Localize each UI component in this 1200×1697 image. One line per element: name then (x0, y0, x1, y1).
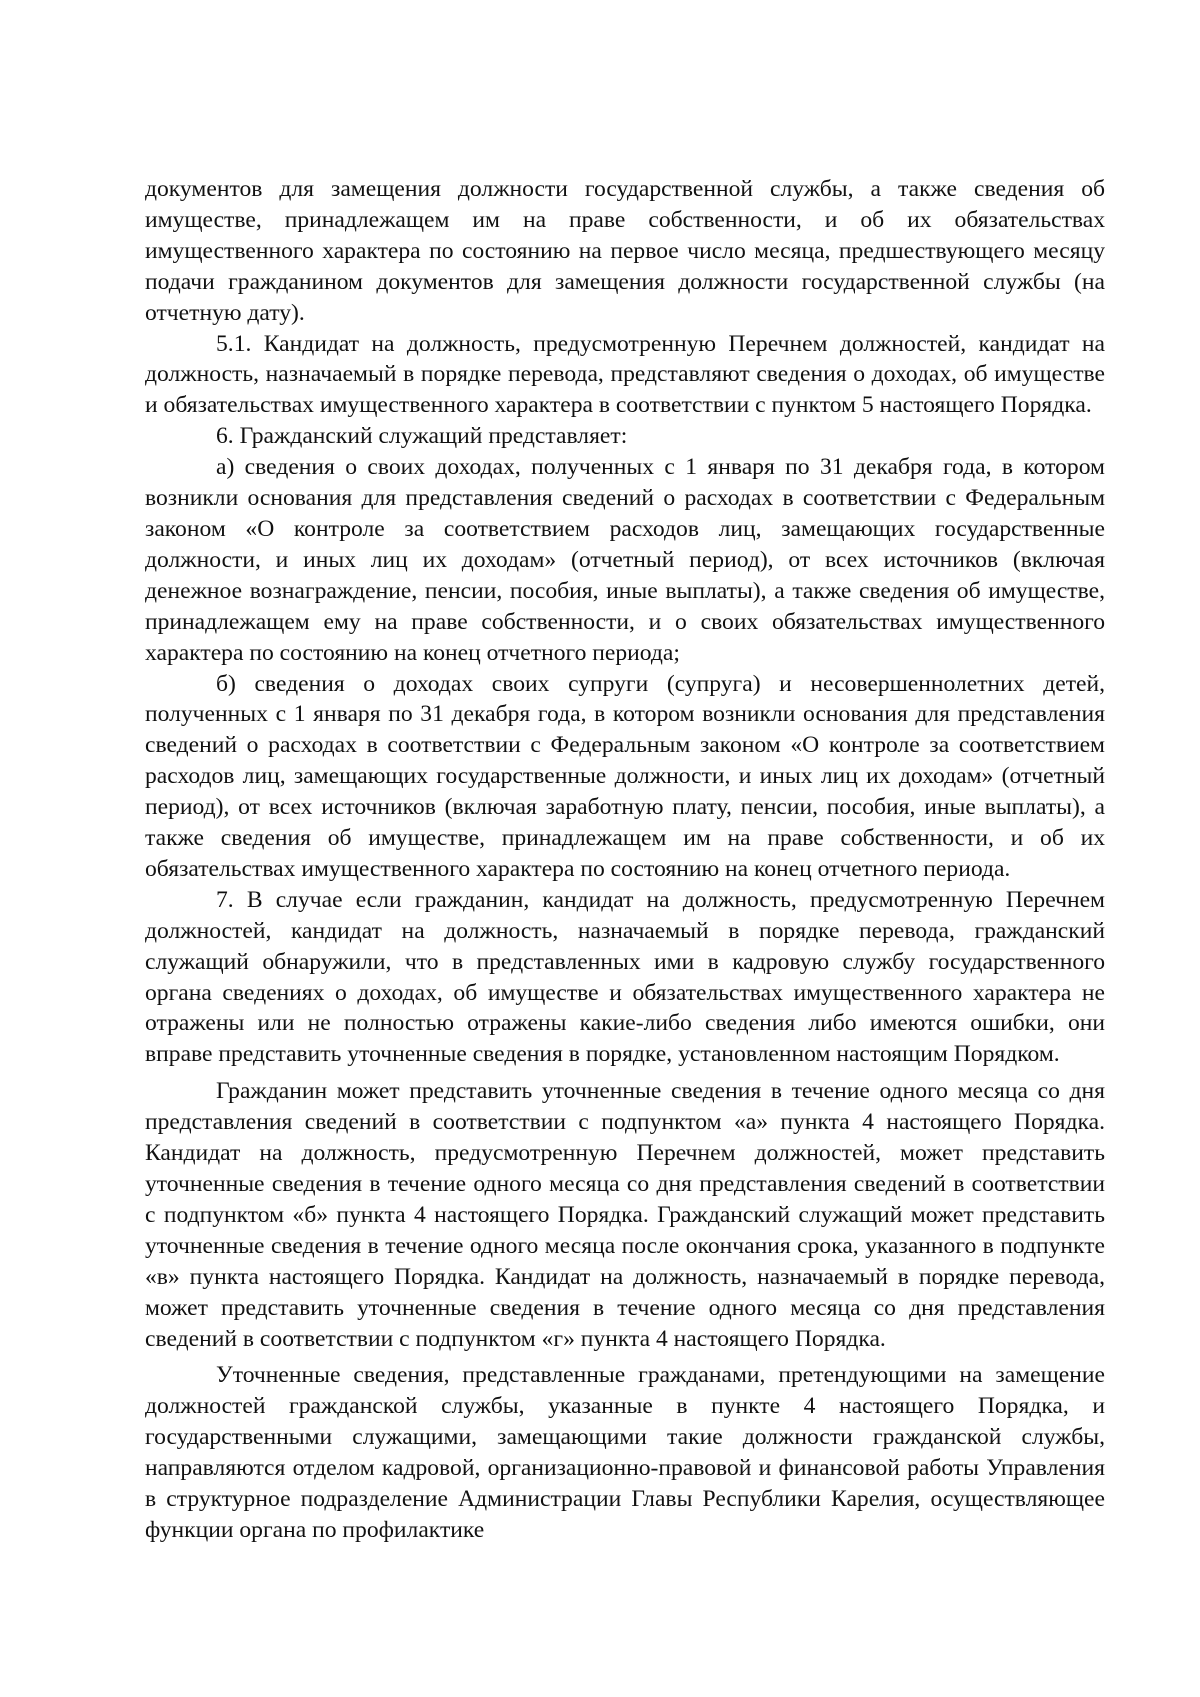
paragraph-7-clarification-terms: Гражданин может представить уточненные сведения в течение одного месяца со дня представления сведений в соответствии с подпунктом «а» пункта 4 настоящего Порядка. Кандидат на должность, предусмотренную Перечнем должностей, может представить уточненные сведения в течение одного месяца со дня представления сведений в соответствии с подпунктом «б» пункта 4 настоящего Порядка. Гражданский служащий может представить уточненные сведения в течение одного месяца после окончания срока, указанного в подпункте «в» пункта настоящего Порядка. Кандидат на должность, назначаемый в порядке перевода, может представить уточненные сведения в течение одного месяца со дня представления сведений в соответствии с подпунктом «г» пункта 4 настоящего Порядка. (145, 1078, 1105, 1352)
paragraph-5-1: 5.1. Кандидат на должность, предусмотренную Перечнем должностей, кандидат на должность, назначаемый в порядке перевода, представляют сведения о доходах, об имуществе и обязательствах имущественного характера в соответствии с пунктом 5 настоящего Порядка. (145, 330, 1105, 419)
paragraph-continuation: документов для замещения должности государственной службы, а также сведения об имуществе, принадлежащем им на праве собственности, и об их обязательствах имущественного характера по состоянию на первое число месяца, предшествующего месяцу подачи гражданином документов для замещения должности государственной службы (на отчетную дату). (145, 176, 1105, 326)
paragraph-6: 6. Гражданский служащий представляет: (216, 423, 628, 450)
paragraph-6-b: б) сведения о доходах своих супруги (супруга) и несовершеннолетних детей, полученных с 1 января по 31 декабря года, в котором возникли основания для представления сведений о расходах в соответствии с Федеральным законом «О контроле за соответствием расходов лиц, замещающих государственные должности, и иных лиц их доходам» (отчетный период), от всех источников (включая заработную плату, пенсии, пособия, иные выплаты), а также сведения об имуществе, принадлежащем им на праве собственности, и об их обязательствах имущественного характера по состоянию на конец отчетного периода. (145, 670, 1105, 882)
paragraph-6-a: а) сведения о своих доходах, полученных с 1 января по 31 декабря года, в котором возникли основания для представления сведений о расходах в соответствии с Федеральным законом «О контроле за соответствием расходов лиц, замещающих государственные должности, и иных лиц их доходам» (отчетный период), от всех источников (включая денежное вознаграждение, пенсии, пособия, иные выплаты), а также сведения об имуществе, принадлежащем ему на праве собственности, и о своих обязательствах имущественного характера по состоянию на конец отчетного периода; (145, 454, 1105, 666)
document-page (145, 174, 1105, 1546)
paragraph-7: 7. В случае если гражданин, кандидат на должность, предусмотренную Перечнем должностей, кандидат на должность, назначаемый в порядке перевода, гражданский служащий обнаружили, что в представленных ими в кадровую службу государственного органа сведениях о доходах, об имуществе и обязательствах имущественного характера не отражены или не полностью отражены какие-либо сведения либо имеются ошибки, они вправе представить уточненные сведения в порядке, установленном настоящим Порядком. (145, 886, 1105, 1068)
paragraph-7-clarified-info-routing: Уточненные сведения, представленные гражданами, претендующими на замещение должностей гражданской службы, указанные в пункте 4 настоящего Порядка, и государственными служащими, замещающими такие должности гражданской службы, направляются отделом кадровой, организационно-правовой и финансовой работы Управления в структурное подразделение Администрации Главы Республики Карелия, осуществляющее функции органа по профилактике (145, 1362, 1105, 1543)
